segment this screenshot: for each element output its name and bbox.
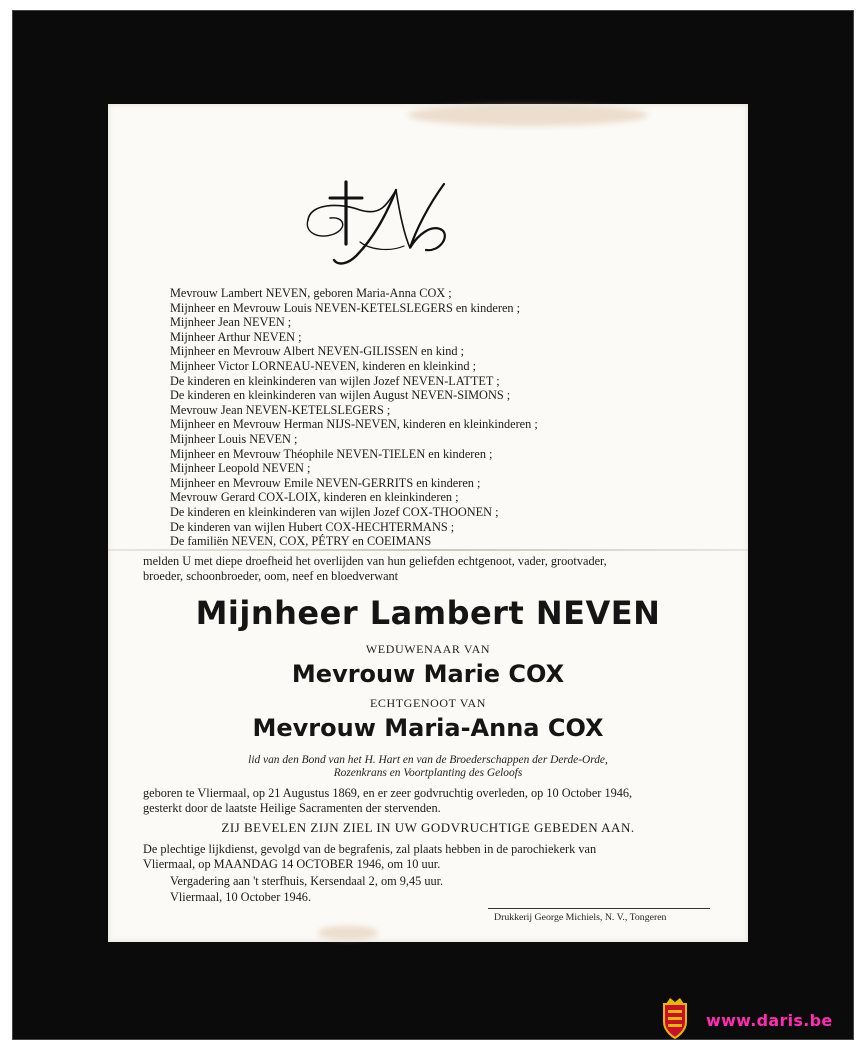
family-line: Mevrouw Gerard COX-LOIX, kinderen en kleinkinderen ; <box>170 490 459 505</box>
family-list <box>170 286 538 549</box>
membership-line: Rozenkrans en Voortplanting des Geloofs <box>333 767 523 779</box>
first-wife-name: Mevrouw Marie COX <box>291 660 565 688</box>
funeral-line: De plechtige lijkdienst, gevolgd van de begrafenis, zal plaats hebben in de parochiekerk van <box>143 842 597 856</box>
family-line: Mijnheer Arthur NEVEN ; <box>170 329 302 344</box>
announcement <box>143 554 753 583</box>
cross-monogram-icon <box>300 176 460 270</box>
spouse-label: ECHTGENOOT VAN <box>369 696 487 710</box>
funeral-details <box>143 842 596 871</box>
meeting-details: Vergadering aan 't sterfhuis, Kersendaal 2, om 9,45 uur. <box>170 874 444 888</box>
family-line: Mijnheer en Mevrouw Herman NIJS-NEVEN, kinderen en kleinkinderen ; <box>170 417 538 432</box>
paper-stain <box>318 926 378 940</box>
family-line: Mijnheer en Mevrouw Louis NEVEN-KETELSLEGERS en kinderen ; <box>170 300 521 315</box>
widower-label: WEDUWENAAR VAN <box>365 642 491 656</box>
family-line: Mijnheer en Mevrouw Emile NEVEN-GERRITS en kinderen ; <box>170 475 481 490</box>
family-line: De kinderen en kleinkinderen van wijlen Jozef COX-THOONEN ; <box>170 504 499 519</box>
family-line: Mijnheer en Mevrouw Albert NEVEN-GILISSEN en kind ; <box>170 344 465 359</box>
deceased-name: Mijnheer Lambert NEVEN <box>195 594 661 632</box>
family-line: Mijnheer Jean NEVEN ; <box>170 315 292 330</box>
membership-line: lid van den Bond van het H. Hart en van de Broederschappen der Derde-Orde, <box>248 754 608 766</box>
family-line: Mijnheer Louis NEVEN ; <box>170 431 298 446</box>
family-line: Mijnheer Leopold NEVEN ; <box>170 461 311 476</box>
family-line: De kinderen en kleinkinderen van wijlen Jozef NEVEN-LATTET ; <box>170 373 500 388</box>
mourning-card <box>108 104 748 942</box>
birth-death-text <box>143 786 632 815</box>
announcement-line: broeder, schoonbroeder, oom, neef en bloedverwant <box>143 568 399 583</box>
membership-text <box>108 754 748 780</box>
second-wife-name: Mevrouw Maria-Anna COX <box>252 714 604 742</box>
family-line: Mevrouw Jean NEVEN-KETELSLEGERS ; <box>170 402 391 417</box>
family-line: Mevrouw Lambert NEVEN, geboren Maria-Anna COX ; <box>170 286 452 300</box>
paper-fold-line <box>108 549 748 551</box>
family-line: De kinderen van wijlen Hubert COX-HECHTERMANS ; <box>170 519 455 534</box>
printer-divider <box>488 908 710 909</box>
funeral-line: Vliermaal, op MAANDAG 14 OCTOBER 1946, om 10 uur. <box>143 856 441 871</box>
family-line: Mijnheer en Mevrouw Théophile NEVEN-TIELEN en kinderen ; <box>170 446 493 461</box>
watermark-url[interactable]: www.daris.be <box>706 1011 833 1030</box>
place-date: Vliermaal, 10 October 1946. <box>170 890 312 904</box>
prayer-request: ZIJ BEVELEN ZIJN ZIEL IN UW GODVRUCHTIGE GEBEDEN AAN. <box>221 820 635 835</box>
announcement-line: melden U met diepe droefheid het overlijden van hun geliefden echtgenoot, vader, grootvader, <box>143 554 607 568</box>
birth-death-line: geboren te Vliermaal, op 21 Augustus 1869, en er zeer godvruchtig overleden, op 10 October 1946, <box>143 786 633 800</box>
printer-credit: Drukkerij George Michiels, N. V., Tongeren <box>494 912 667 923</box>
birth-death-line: gesterkt door de laatste Heilige Sacramenten der stervenden. <box>143 800 441 815</box>
paper-stain <box>408 104 648 126</box>
family-line: De kinderen en kleinkinderen van wijlen August NEVEN-SIMONS ; <box>170 388 511 403</box>
coat-of-arms-icon <box>660 996 690 1040</box>
family-line: De familiën NEVEN, COX, PÉTRY en COEIMANS <box>170 534 432 549</box>
family-line: Mijnheer Victor LORNEAU-NEVEN, kinderen en kleinkind ; <box>170 358 477 373</box>
